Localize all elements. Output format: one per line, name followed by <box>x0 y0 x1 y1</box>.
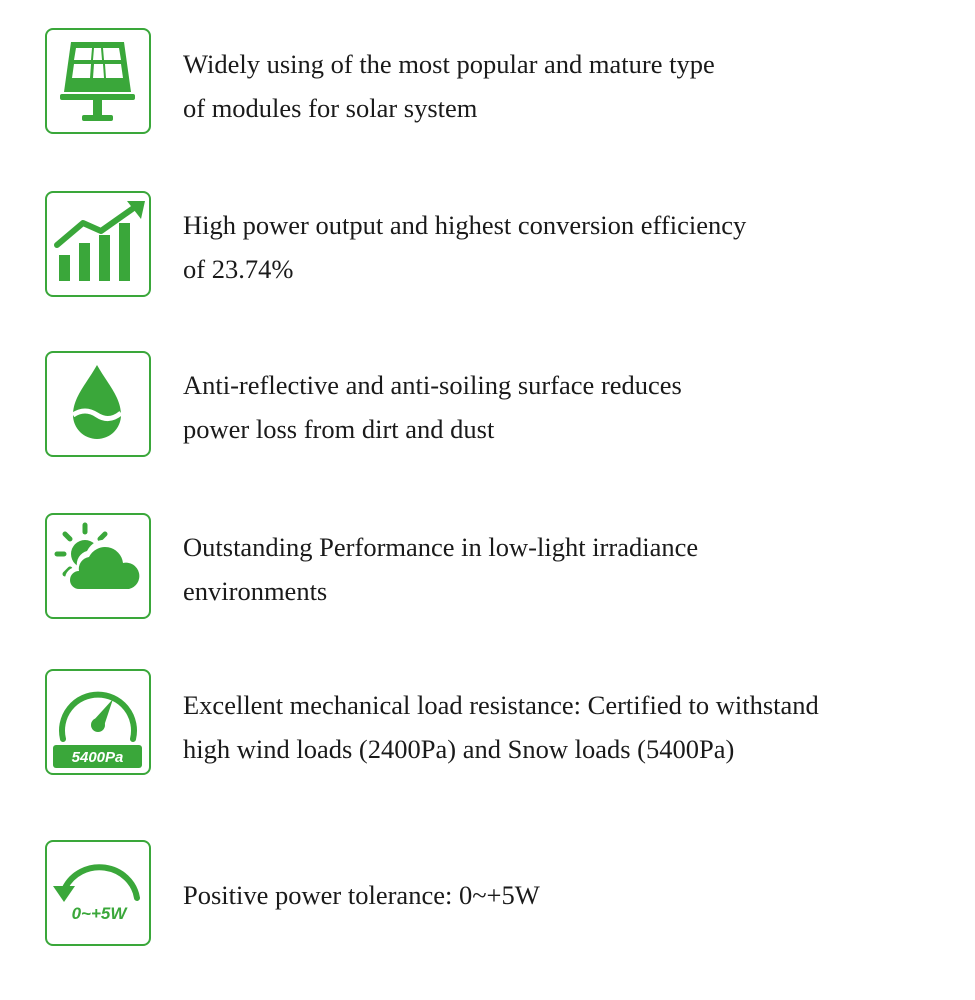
feature-description <box>183 203 943 291</box>
pressure-gauge-icon <box>45 669 151 775</box>
feature-text-line: power loss from dirt and dust <box>183 414 495 444</box>
feature-text-line: Outstanding Performance in low-light irradiance <box>183 532 699 562</box>
feature-item-efficiency <box>45 191 945 303</box>
feature-description <box>183 363 943 451</box>
feature-text-line: of modules for solar system <box>183 93 478 123</box>
solar-panel-icon <box>45 28 151 134</box>
gauge-label: 5400Pa <box>71 749 124 766</box>
growth-chart-icon <box>45 191 151 297</box>
feature-item-mechanical-load <box>45 669 945 781</box>
feature-text-line: Widely using of the most popular and mature type <box>183 49 715 79</box>
feature-text-line: environments <box>183 576 328 606</box>
feature-description <box>183 873 943 917</box>
feature-text-line: of 23.74% <box>183 254 294 284</box>
feature-item-anti-soiling <box>45 351 945 463</box>
feature-item-low-light <box>45 513 945 625</box>
feature-text-line: High power output and highest conversion efficiency <box>183 210 747 240</box>
power-tolerance-icon <box>45 840 151 946</box>
feature-text-line: Anti-reflective and anti-soiling surface reduces <box>183 370 682 400</box>
tolerance-label: 0~+5W <box>71 904 127 923</box>
feature-item-power-tolerance <box>45 840 945 952</box>
sun-cloud-icon <box>45 513 151 619</box>
feature-description <box>183 525 943 613</box>
feature-description <box>183 42 943 130</box>
feature-description <box>183 683 943 771</box>
feature-text-line: high wind loads (2400Pa) and Snow loads (5400Pa) <box>183 734 735 764</box>
water-drop-icon <box>45 351 151 457</box>
feature-text-line: Excellent mechanical load resistance: Certified to withstand <box>183 690 819 720</box>
feature-text-line: Positive power tolerance: 0~+5W <box>183 880 540 910</box>
feature-item-solar-modules <box>45 28 945 140</box>
